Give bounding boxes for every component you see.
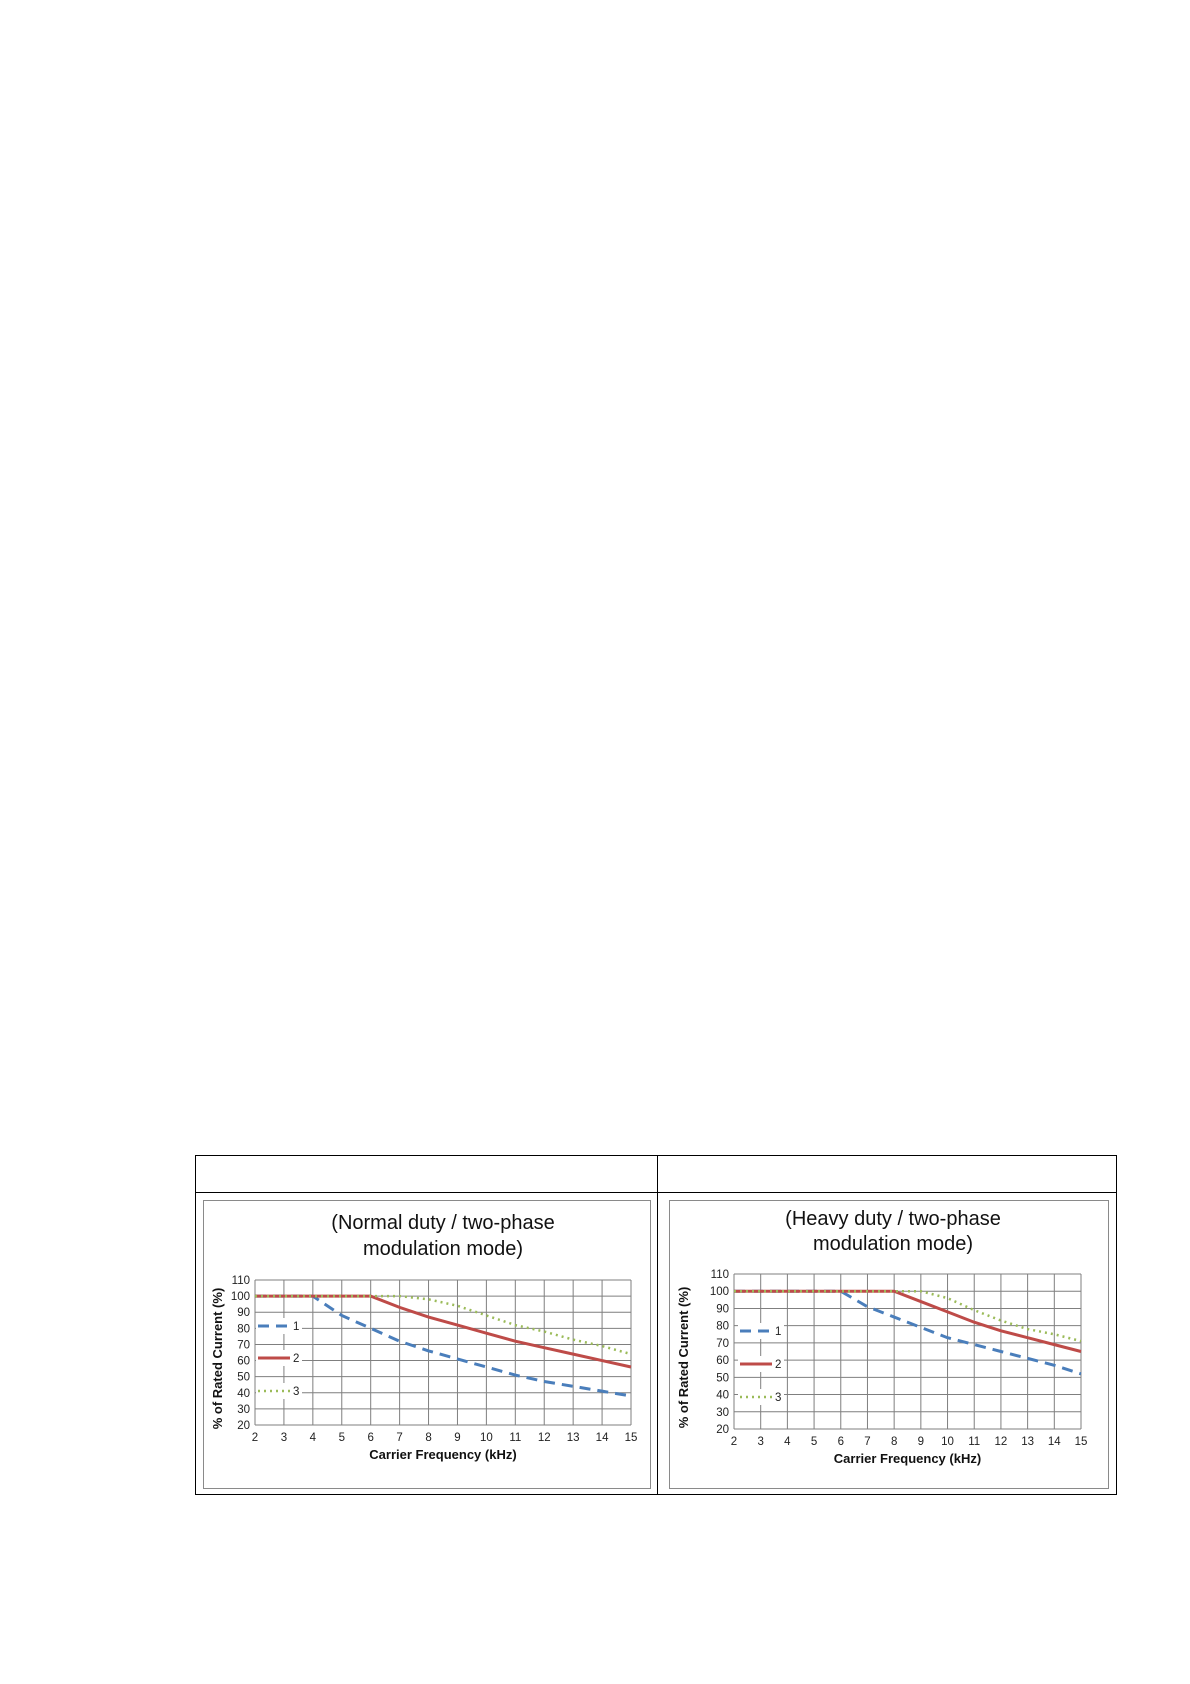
x-tick-label: 11 (968, 1436, 981, 1448)
y-tick-label: 110 (231, 1275, 250, 1287)
y-tick-label: 60 (237, 1355, 250, 1368)
y-tick-label: 80 (716, 1320, 729, 1333)
x-tick-label: 5 (338, 1432, 345, 1444)
y-tick-label: 30 (237, 1403, 250, 1416)
x-tick-label: 11 (509, 1432, 522, 1444)
x-tick-label: 15 (624, 1432, 638, 1444)
legend-label-2: 2 (775, 1359, 782, 1371)
x-tick-label: 13 (1021, 1436, 1035, 1448)
x-tick-label: 3 (757, 1436, 764, 1448)
x-tick-label: 12 (537, 1432, 551, 1444)
x-axis-label: Carrier Frequency (kHz) (369, 1447, 517, 1462)
y-tick-label: 50 (237, 1371, 250, 1384)
series-line-3 (734, 1291, 1081, 1341)
chart-heavy-duty (670, 1201, 1108, 1488)
x-tick-label: 7 (864, 1436, 871, 1448)
x-tick-label: 5 (810, 1436, 818, 1448)
legend-label-1: 1 (775, 1326, 782, 1338)
x-tick-label: 4 (309, 1432, 317, 1444)
chart-title-line: modulation mode) (362, 1238, 524, 1260)
chart-normal-duty (204, 1201, 650, 1488)
x-tick-label: 10 (479, 1432, 493, 1444)
x-tick-label: 15 (1074, 1436, 1088, 1448)
y-axis-label: % of Rated Current (%) (676, 1286, 691, 1429)
y-tick-label: 90 (237, 1307, 250, 1320)
y-axis-label: % of Rated Current (%) (210, 1287, 225, 1430)
x-axis-label: Carrier Frequency (kHz) (833, 1451, 982, 1466)
series-line-1 (734, 1291, 1081, 1374)
y-tick-label: 20 (716, 1424, 729, 1436)
x-tick-label: 14 (1047, 1436, 1061, 1448)
y-tick-label: 90 (716, 1303, 729, 1316)
chart-title-line: (Heavy duty / two-phase (785, 1208, 1001, 1230)
chart-title-line: (Normal duty / two-phase (331, 1212, 555, 1234)
chart-title-line: modulation mode) (812, 1233, 974, 1255)
x-tick-label: 14 (595, 1432, 609, 1444)
x-tick-label: 6 (837, 1436, 844, 1448)
table-column-divider (657, 1156, 658, 1494)
x-tick-label: 3 (280, 1432, 288, 1444)
y-tick-label: 80 (237, 1323, 250, 1336)
y-tick-label: 110 (710, 1269, 729, 1281)
x-tick-label: 8 (890, 1436, 898, 1448)
y-tick-label: 40 (716, 1389, 729, 1402)
x-tick-label: 2 (251, 1432, 259, 1444)
y-tick-label: 30 (716, 1406, 729, 1419)
x-tick-label: 9 (917, 1436, 925, 1448)
y-tick-label: 40 (237, 1387, 250, 1400)
x-tick-label: 12 (994, 1436, 1008, 1448)
chart-frame-normal-duty (203, 1200, 651, 1489)
table-header-row (196, 1156, 1116, 1193)
x-tick-label: 8 (425, 1432, 432, 1444)
y-tick-label: 100 (709, 1286, 729, 1299)
chart-frame-heavy-duty (669, 1200, 1109, 1489)
x-tick-label: 9 (454, 1432, 461, 1444)
x-tick-label: 2 (730, 1436, 738, 1448)
x-tick-label: 13 (566, 1432, 580, 1444)
y-tick-label: 50 (716, 1372, 729, 1385)
y-tick-label: 60 (716, 1355, 729, 1368)
legend-label-3: 3 (293, 1386, 300, 1398)
y-tick-label: 100 (230, 1291, 250, 1304)
legend-label-1: 1 (293, 1321, 300, 1333)
y-tick-label: 20 (237, 1420, 250, 1432)
x-tick-label: 10 (941, 1436, 954, 1448)
y-tick-label: 70 (716, 1337, 729, 1350)
series-line-3 (255, 1296, 631, 1354)
series-line-1 (255, 1296, 631, 1396)
x-tick-label: 6 (367, 1432, 374, 1444)
x-tick-label: 4 (784, 1436, 791, 1448)
legend-label-3: 3 (775, 1392, 782, 1404)
legend-label-2: 2 (293, 1353, 300, 1365)
x-tick-label: 7 (396, 1432, 403, 1444)
y-tick-label: 70 (237, 1339, 250, 1352)
